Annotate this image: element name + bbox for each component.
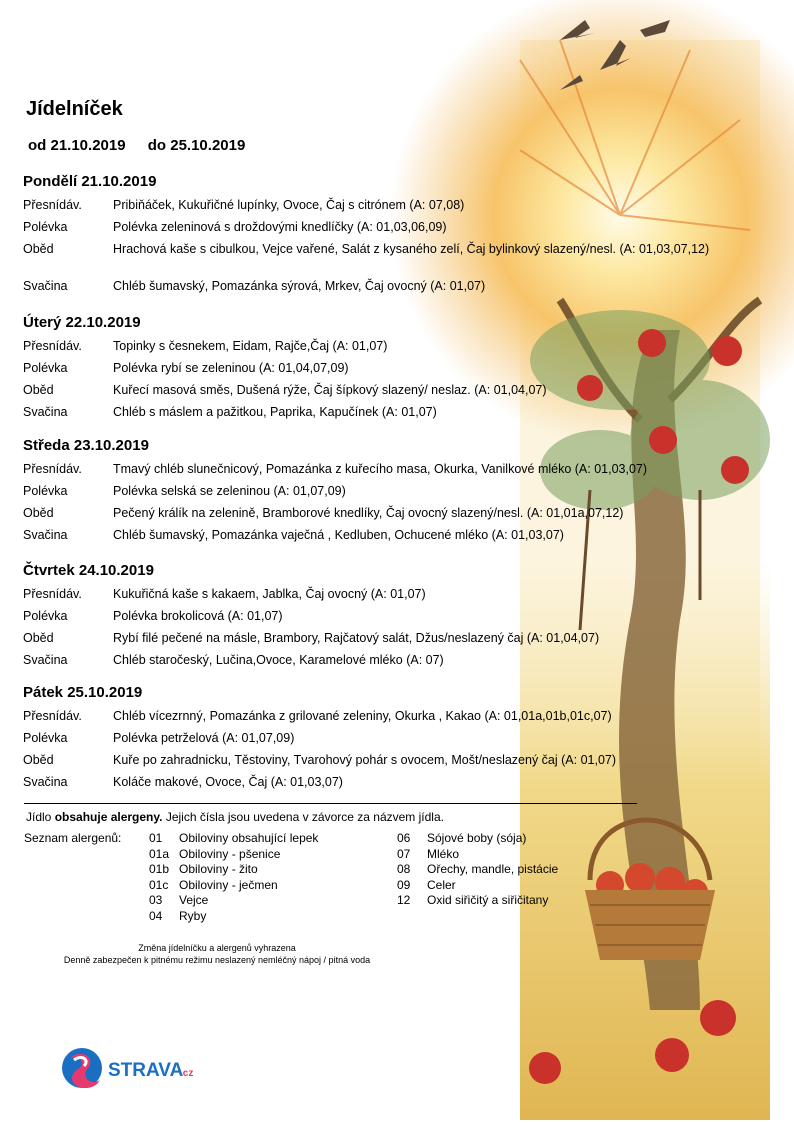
allergen-item xyxy=(149,847,318,863)
meal-label: Přesnídáv. xyxy=(23,339,82,353)
meal-row xyxy=(23,361,763,376)
meal-text: Polévka petrželová (A: 01,07,09) xyxy=(113,731,295,745)
allergen-item xyxy=(149,909,318,925)
meal-text: Pečený králík na zelenině, Bramborové knedlíky, Čaj ovocný slazený/nesl. (A: 01,01a,07,12) xyxy=(113,506,624,520)
day-heading: Středa 23.10.2019 xyxy=(23,437,149,454)
meal-text: Chléb vícezrnný, Pomazánka z grilované zeleniny, Okurka , Kakao (A: 01,01a,01b,01c,07) xyxy=(113,709,612,723)
meal-label: Polévka xyxy=(23,731,68,745)
allergen-name: Ořechy, mandle, pistácie xyxy=(427,862,559,876)
logo-suffix: .cz xyxy=(180,1068,194,1079)
meal-label: Přesnídáv. xyxy=(23,709,82,723)
meal-text: Polévka brokolicová (A: 01,07) xyxy=(113,609,283,623)
allergen-name: Ryby xyxy=(179,908,207,923)
allergen-name: Celer xyxy=(427,877,456,892)
allergen-list-left xyxy=(149,831,318,924)
allergen-code: 07 xyxy=(397,846,411,861)
allergen-note: Jídlo obsahuje alergeny. Jejich čísla jsou uvedena v závorce za názvem jídla. xyxy=(26,810,444,824)
meal-text: Tmavý chléb slunečnicový, Pomazánka z kuřecího masa, Okurka, Vanilkové mléko (A: 01,03,07) xyxy=(113,462,648,476)
meal-text: Polévka selská se zeleninou (A: 01,07,09) xyxy=(113,484,346,498)
meal-text: Hrachová kaše s cibulkou, Vejce vařené, Salát z kysaného zelí, Čaj bylinkový slazený/nesl. (A: 01,03,07,12) xyxy=(113,242,710,256)
meal-text: Chléb šumavský, Pomazánka sýrová, Mrkev, Čaj ovocný (A: 01,07) xyxy=(113,279,486,293)
meal-row xyxy=(23,653,763,668)
allergen-code: 01c xyxy=(149,877,169,892)
meal-row xyxy=(23,198,763,213)
allergen-code: 09 xyxy=(397,877,411,892)
meal-label: Přesnídáv. xyxy=(23,587,82,601)
allergen-item xyxy=(397,878,558,894)
allergen-code: 08 xyxy=(397,862,411,876)
meal-text: Polévka rybí se zeleninou (A: 01,04,07,09) xyxy=(113,361,349,375)
allergen-item xyxy=(397,847,558,863)
date-from: od 21.10.2019 xyxy=(28,137,126,154)
meal-row xyxy=(23,383,763,398)
meal-row xyxy=(23,339,763,354)
allergen-name: Obiloviny - pšenice xyxy=(179,846,281,861)
meal-label: Svačina xyxy=(23,528,68,542)
date-range xyxy=(28,137,263,154)
meal-text: Chléb staročeský, Lučina,Ovoce, Karamelové mléko (A: 07) xyxy=(113,653,444,667)
allergen-name: Oxid siřičitý a siřičitany xyxy=(427,893,549,907)
meal-row xyxy=(23,731,763,746)
date-to: do 25.10.2019 xyxy=(147,137,246,154)
allergen-item xyxy=(397,893,558,909)
day-heading: Pátek 25.10.2019 xyxy=(23,684,143,701)
allergen-list-label: Seznam alergenů: xyxy=(24,831,122,845)
meal-label: Svačina xyxy=(23,653,68,667)
meal-text: Kukuřičná kaše s kakaem, Jablka, Čaj ovocný (A: 01,07) xyxy=(113,587,426,601)
day-section xyxy=(23,173,763,301)
meal-row xyxy=(23,279,763,294)
allergen-name: Obiloviny obsahující lepek xyxy=(179,831,319,845)
divider xyxy=(24,803,637,804)
meal-label: Oběd xyxy=(23,753,54,767)
meal-row xyxy=(23,631,763,646)
day-heading: Čtvrtek 24.10.2019 xyxy=(23,562,154,579)
meal-label: Polévka xyxy=(23,484,68,498)
meal-row xyxy=(23,587,763,602)
allergen-code: 01b xyxy=(149,862,170,876)
allergen-item xyxy=(397,862,558,878)
meal-row xyxy=(23,753,763,768)
meal-row xyxy=(23,484,763,499)
allergen-code: 04 xyxy=(149,908,163,923)
allergen-item xyxy=(149,878,318,894)
allergen-code: 01a xyxy=(149,846,170,861)
meal-row xyxy=(23,709,763,724)
day-section xyxy=(23,684,763,797)
meal-label: Oběd xyxy=(23,383,54,397)
meal-row xyxy=(23,528,763,543)
meal-text: Kuře po zahradnicku, Těstoviny, Tvarohový pohár s ovocem, Mošt/neslazený čaj (A: 01,07) xyxy=(113,753,617,767)
meal-label: Oběd xyxy=(23,631,54,645)
allergen-list-right xyxy=(397,831,558,909)
allergen-name: Obiloviny - žito xyxy=(179,862,258,876)
day-section xyxy=(23,437,763,550)
allergen-name: Vejce xyxy=(179,893,209,907)
allergen-item xyxy=(397,831,558,847)
day-section xyxy=(23,562,763,675)
meal-label: Polévka xyxy=(23,361,68,375)
day-heading: Pondělí 21.10.2019 xyxy=(23,173,157,190)
meal-label: Oběd xyxy=(23,506,54,520)
meal-label: Polévka xyxy=(23,609,68,623)
allergen-code: 03 xyxy=(149,893,163,907)
allergen-code: 06 xyxy=(397,831,411,845)
allergen-name: Obiloviny - ječmen xyxy=(179,877,278,892)
meal-label: Svačina xyxy=(23,279,68,293)
page-title: Jídelníček xyxy=(26,98,123,120)
meal-text: Pribiňáček, Kukuřičné lupínky, Ovoce, Čaj s citrónem (A: 07,08) xyxy=(113,198,465,212)
meal-text: Topinky s česnekem, Eidam, Rajče,Čaj (A: 01,07) xyxy=(113,339,388,353)
meal-text: Polévka zeleninová s droždovými knedlíčky (A: 01,03,06,09) xyxy=(113,220,447,234)
meal-row xyxy=(23,775,763,790)
meal-row xyxy=(23,462,763,477)
meal-label: Svačina xyxy=(23,405,68,419)
meal-row xyxy=(23,506,763,521)
allergen-name: Sójové boby (sója) xyxy=(427,831,527,845)
strava-logo xyxy=(60,1044,200,1099)
meal-text: Chléb šumavský, Pomazánka vaječná , Kedluben, Ochucené mléko (A: 01,03,07) xyxy=(113,528,564,542)
meal-text: Koláče makové, Ovoce, Čaj (A: 01,03,07) xyxy=(113,775,343,789)
meal-label: Polévka xyxy=(23,220,68,234)
meal-row xyxy=(23,220,763,235)
meal-row xyxy=(23,609,763,624)
meal-text: Rybí filé pečené na másle, Brambory, Rajčatový salát, Džus/neslazený čaj (A: 01,04,07) xyxy=(113,631,600,645)
allergen-code: 01 xyxy=(149,831,163,845)
allergen-name: Mléko xyxy=(427,846,460,861)
day-section xyxy=(23,314,763,427)
meal-row xyxy=(23,405,763,420)
allergen-item xyxy=(149,893,318,909)
meal-label: Přesnídáv. xyxy=(23,198,82,212)
meal-label: Oběd xyxy=(23,242,54,256)
day-heading: Úterý 22.10.2019 xyxy=(23,314,141,331)
meal-text: Kuřecí masová směs, Dušená rýže, Čaj šípkový slazený/ neslaz. (A: 01,04,07) xyxy=(113,383,547,397)
meal-text: Chléb s máslem a pažitkou, Paprika, Kapučínek (A: 01,07) xyxy=(113,405,437,419)
allergen-code: 12 xyxy=(397,893,411,907)
footnote: Změna jídelníčku a alergenů vyhrazena Denně zabezpečen k pitnému režimu neslazený nemléčný nápoj / pitná voda xyxy=(63,943,371,965)
allergen-item xyxy=(149,862,318,878)
meal-label: Svačina xyxy=(23,775,68,789)
logo-text: STRAVA xyxy=(108,1060,184,1081)
meal-row xyxy=(23,242,763,257)
allergen-item xyxy=(149,831,318,847)
meal-label: Přesnídáv. xyxy=(23,462,82,476)
